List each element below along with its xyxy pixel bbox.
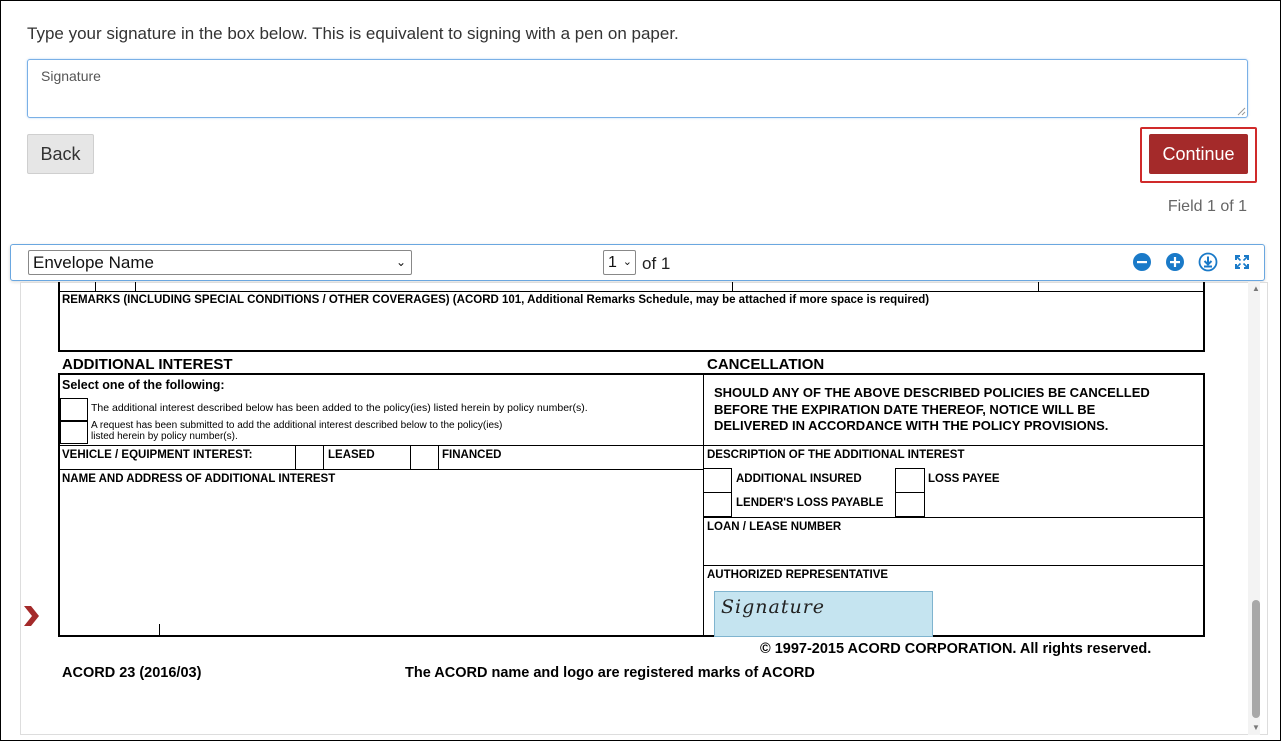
cancellation-title: CANCELLATION xyxy=(707,356,825,373)
additional-insured-label: ADDITIONAL INSURED xyxy=(736,473,862,485)
scroll-up-icon[interactable]: ▲ xyxy=(1252,284,1260,293)
page-count: of 1 xyxy=(642,254,671,273)
cancellation-text-2: BEFORE THE EXPIRATION DATE THEREOF, NOTICE WILL BE xyxy=(714,402,1096,417)
page-select[interactable] xyxy=(603,250,636,275)
loss-payee-blank-box xyxy=(895,492,925,517)
continue-button[interactable]: Continue xyxy=(1149,134,1248,174)
fullscreen-icon[interactable] xyxy=(1232,252,1252,272)
field-counter: Field 1 of 1 xyxy=(1167,198,1247,215)
copyright-text: © 1997-2015 ACORD CORPORATION. All rights reserved. xyxy=(760,641,1152,657)
option-added-checkbox[interactable] xyxy=(60,398,88,421)
select-one-label: Select one of the following: xyxy=(62,378,225,392)
resize-grip-icon[interactable] xyxy=(1236,106,1246,116)
zoom-out-icon[interactable] xyxy=(1132,252,1152,272)
loan-lease-label: LOAN / LEASE NUMBER xyxy=(707,521,842,533)
envelope-select-value: Envelope Name xyxy=(33,252,154,272)
cancellation-text-3: DELIVERED IN ACCORDANCE WITH THE POLICY PROVISIONS. xyxy=(714,418,1109,433)
option-request-text-2: listed herein by policy number(s). xyxy=(91,431,238,442)
authorized-rep-label: AUTHORIZED REPRESENTATIVE xyxy=(707,569,889,581)
leased-label: LEASED xyxy=(328,449,375,461)
form-id: ACORD 23 (2016/03) xyxy=(62,665,202,681)
option-request-text-1: A request has been submitted to add the additional interest described below to the policy(ies) xyxy=(91,420,503,431)
financed-label: FINANCED xyxy=(442,449,502,461)
remarks-label: REMARKS (INCLUDING SPECIAL CONDITIONS / OTHER COVERAGES) (ACORD 101, Additional Remarks Schedule, may be attached if more space is required) xyxy=(62,294,930,306)
signature-input[interactable] xyxy=(27,59,1248,118)
loss-payee-label: LOSS PAYEE xyxy=(928,473,1000,485)
option-request-checkbox[interactable] xyxy=(60,421,88,444)
additional-insured-checkbox[interactable] xyxy=(703,468,732,493)
loss-payee-checkbox[interactable] xyxy=(895,468,925,493)
chevron-down-icon: ⌄ xyxy=(395,255,406,269)
instruction-text: Type your signature in the box below. This is equivalent to signing with a pen on paper. xyxy=(27,24,679,43)
download-icon[interactable] xyxy=(1198,252,1218,272)
signature-value: Signature xyxy=(721,596,826,618)
back-button[interactable]: Back xyxy=(27,134,94,174)
vehicle-equipment-label: VEHICLE / EQUIPMENT INTEREST: xyxy=(62,449,253,461)
option-added-text: The additional interest described below has been added to the policy(ies) listed herein by policy number(s). xyxy=(91,402,588,414)
lenders-loss-payable-label: LENDER'S LOSS PAYABLE xyxy=(736,497,884,509)
envelope-select[interactable] xyxy=(28,250,412,275)
signature-field[interactable] xyxy=(714,591,933,637)
page-select-value: 1 xyxy=(608,253,617,271)
trademark-text: The ACORD name and logo are registered marks of ACORD xyxy=(405,665,815,681)
chevron-down-icon: ⌄ xyxy=(622,256,632,268)
lenders-loss-payable-checkbox[interactable] xyxy=(703,492,732,517)
current-field-arrow-icon xyxy=(22,604,40,628)
scroll-down-icon[interactable]: ▼ xyxy=(1252,723,1260,732)
cancellation-text-1: SHOULD ANY OF THE ABOVE DESCRIBED POLICIES BE CANCELLED xyxy=(714,385,1150,400)
viewer-toolbar xyxy=(10,244,1265,281)
scroll-thumb[interactable] xyxy=(1252,600,1260,718)
additional-interest-title: ADDITIONAL INTEREST xyxy=(62,356,233,373)
zoom-in-icon[interactable] xyxy=(1165,252,1185,272)
document-page xyxy=(20,282,1248,735)
description-title: DESCRIPTION OF THE ADDITIONAL INTEREST xyxy=(707,449,965,461)
name-address-label: NAME AND ADDRESS OF ADDITIONAL INTEREST xyxy=(62,473,336,485)
